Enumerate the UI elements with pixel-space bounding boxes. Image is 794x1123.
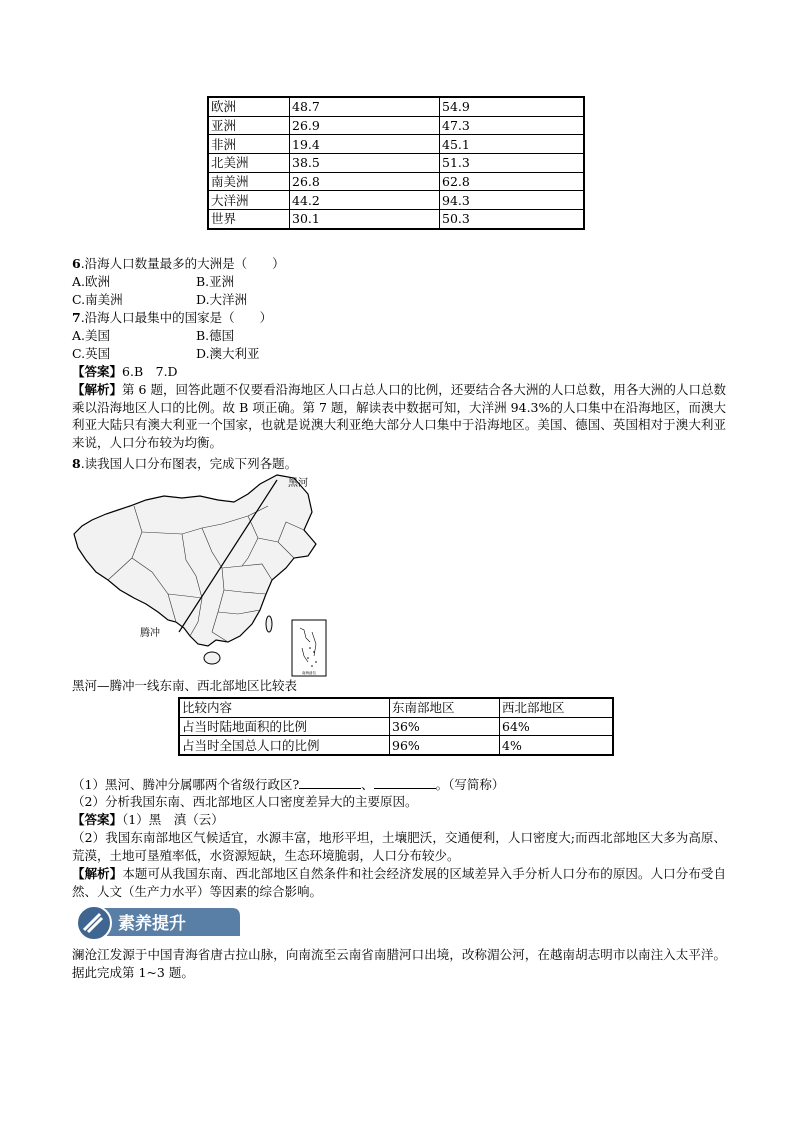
answer-blank[interactable]: [299, 775, 361, 789]
table-cell: 北美洲: [208, 154, 290, 173]
question-6: 6.沿海人口数量最多的大洲是（ ）: [72, 256, 285, 271]
table-cell: 44.2: [290, 191, 440, 210]
table-cell: 45.1: [440, 135, 585, 154]
table-header-cell: 西北部地区: [500, 698, 614, 717]
table-row: [208, 116, 584, 135]
question-6-options-ab: A.欧洲 B.亚洲: [72, 274, 235, 289]
table-cell: 非洲: [208, 135, 290, 154]
china-outline: [74, 475, 316, 646]
table-cell: 欧洲: [208, 97, 290, 116]
table2-caption: 黑河—腾冲一线东南、西北部地区比较表: [72, 678, 298, 693]
table-header-row: [179, 698, 613, 717]
table-cell: 亚洲: [208, 116, 290, 135]
table-cell: 48.7: [290, 97, 440, 116]
population-coast-table: [207, 96, 585, 230]
table-cell: 占当时全国总人口的比例: [179, 736, 390, 755]
table-cell: 62.8: [440, 172, 585, 191]
answer-8-part-2: （2）我国东南部地区气候适宜，水源丰富，地形平坦，土壤肥沃，交通便利，人口密度大;而西北部地区大多为高原、荒漠，土地可垦殖率低，水资源短缺，生态环境脆弱，人口分布较少。: [72, 830, 726, 863]
table-cell: 50.3: [440, 210, 585, 229]
table-cell: 4%: [500, 736, 614, 755]
taiwan-island: [266, 616, 272, 632]
analysis-6-7: 【解析】第 6 题，回答此题不仅要看沿海地区人口占总人口的比例，还要结合各大洲的人口总数，用各大洲的人口总数乘以沿海地区人口的比例。故 B 项正确。第 7 题，解读表中数据可知，大洋洲 94.3%的人口集中在沿海地区，而澳大利亚大陆只有澳大利亚一个国家，也就是说澳大利亚绝大部分人口集中于沿海地区。美国、德国、英国相对于澳大利亚来说，人口分布较为均衡。: [72, 382, 726, 450]
table-cell: 19.4: [290, 135, 440, 154]
table-row: [208, 154, 584, 173]
table-cell: 36%: [390, 717, 500, 736]
answer-6-7: 【答案】6.B 7.D: [72, 364, 178, 379]
table-row: [208, 191, 584, 210]
table-cell: 占当时陆地面积的比例: [179, 717, 390, 736]
inset-label: 南海诸岛: [302, 671, 316, 675]
map-label-heihe: 黑河: [288, 478, 308, 489]
table-cell: 30.1: [290, 210, 440, 229]
china-population-map: [72, 472, 334, 678]
analysis-8: 【解析】本题可从我国东南、西北部地区自然条件和社会经济发展的区域差异入手分析人口分布的原因。人口分布受自然、人文（生产力水平）等因素的综合影响。: [72, 866, 726, 899]
table-cell: 38.5: [290, 154, 440, 173]
hainan-island: [204, 652, 220, 664]
question-7-options-cd: C.英国 D.澳大利亚: [72, 346, 260, 361]
table-row: [208, 135, 584, 154]
table-row: [179, 736, 613, 755]
table-cell: 54.9: [440, 97, 585, 116]
table-cell: 96%: [390, 736, 500, 755]
table-cell: 47.3: [440, 116, 585, 135]
question-8-part-2: （2）分析我国东南、西北部地区人口密度差异大的主要原因。: [72, 794, 418, 809]
question-7-options-ab: A.美国 B.德国: [72, 328, 235, 343]
answer-8: 【答案】（1）黑 滇（云）: [72, 812, 224, 827]
question-6-options-cd: C.南美洲 D.大洋洲: [72, 292, 248, 307]
table-cell: 26.9: [290, 116, 440, 135]
answer-blank[interactable]: [374, 775, 436, 789]
table-row: [208, 97, 584, 116]
table-cell: 94.3: [440, 191, 585, 210]
table-header-cell: 东南部地区: [390, 698, 500, 717]
reading-passage: 澜沧江发源于中国青海省唐古拉山脉，向南流至云南省南腊河口出境，改称湄公河，在越南胡志明市以南注入太平洋。据此完成第 1~3 题。: [72, 947, 726, 980]
table-row: [208, 172, 584, 191]
banner-title: 素养提升: [118, 914, 186, 934]
question-8: 8.读我国人口分布图表，完成下列各题。: [72, 456, 298, 471]
table-cell: 26.8: [290, 172, 440, 191]
table-row: [208, 210, 584, 229]
question-7: 7.沿海人口最集中的国家是（ ）: [72, 310, 273, 325]
question-8-part-1: （1）黑河、腾冲分属哪两个省级行政区? 、 。（写简称）: [72, 777, 505, 792]
south-china-sea-inset: [292, 620, 326, 676]
section-banner: [72, 902, 242, 942]
table-header-cell: 比较内容: [179, 698, 390, 717]
heihe-tengchong-compare-table: [178, 697, 614, 756]
table-cell: 世界: [208, 210, 290, 229]
table-cell: 南美洲: [208, 172, 290, 191]
table-cell: 64%: [500, 717, 614, 736]
map-label-tengchong: 腾冲: [140, 628, 160, 639]
table-cell: 大洋洲: [208, 191, 290, 210]
table-cell: 51.3: [440, 154, 585, 173]
table-row: [179, 717, 613, 736]
